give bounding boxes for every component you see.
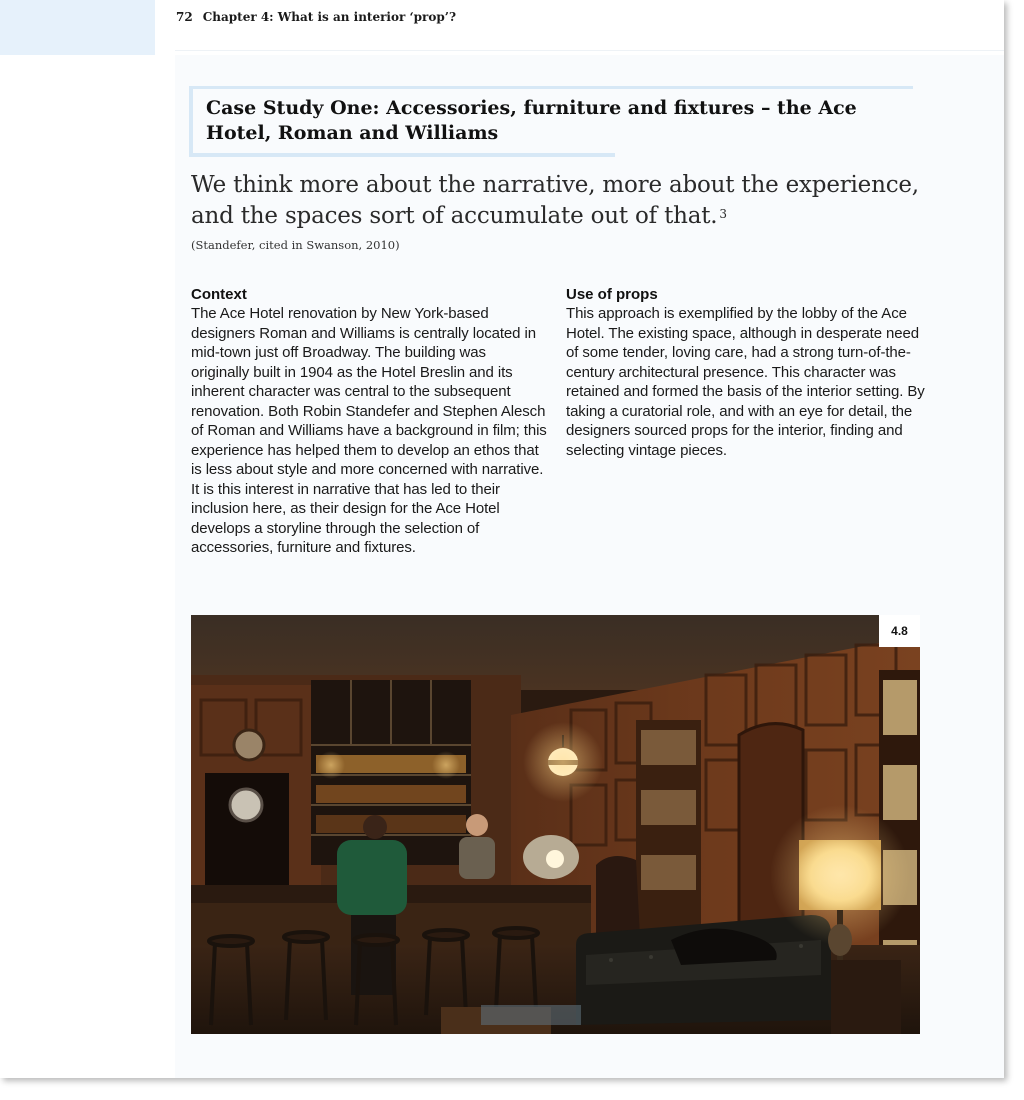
- corner-tab: [0, 0, 155, 55]
- context-section: [191, 285, 551, 558]
- use-of-props-section: [566, 285, 926, 460]
- case-study-title-underline: [189, 153, 615, 157]
- pull-quote-text: We think more about the narrative, more about the experience, and the spaces sort of accumulate out of that.: [191, 172, 919, 229]
- footnote-marker: 3: [719, 207, 727, 221]
- pull-quote: [191, 170, 931, 232]
- page-number: 72: [176, 10, 193, 24]
- context-heading: Context: [191, 286, 247, 303]
- chapter-title: Chapter 4: What is an interior ‘prop’?: [202, 10, 456, 24]
- hotel-lobby-photo: [191, 615, 920, 1034]
- case-study-title: Case Study One: Accessories, furniture and fixtures – the Ace Hotel, Roman and Williams: [206, 97, 857, 144]
- context-body: The Ace Hotel renovation by New York-based designers Roman and Williams is centrally located in mid-town just off Broadway. The building was originally built in 1904 as the Hotel Breslin and its inherent character was central to the subsequent renovation. Both Robin Standefer and Stephen Alesch of Roman and Williams have a background in film; this experience has helped them to develop an ethos that is less about style and more concerned with narrative. It is this interest in narrative that has led to their inclusion here, as their design for the Ace Hotel develops a storyline through the selection of accessories, furniture and fixtures.: [191, 305, 547, 556]
- use-of-props-body: This approach is exemplified by the lobby of the Ace Hotel. The existing space, although in desperate need of some tender, loving care, had a strong turn-of-the-century architectural presence. This character was retained and formed the basis of the interior setting. By taking a curatorial role, and with an eye for detail, the designers sourced props for the interior, finding and selecting vintage pieces.: [566, 305, 925, 459]
- quote-attribution: (Standefer, cited in Swanson, 2010): [191, 238, 400, 252]
- header-divider: [175, 50, 1004, 51]
- figure-label: 4.8: [879, 615, 920, 647]
- use-of-props-heading: Use of props: [566, 286, 658, 303]
- running-head: [176, 10, 456, 24]
